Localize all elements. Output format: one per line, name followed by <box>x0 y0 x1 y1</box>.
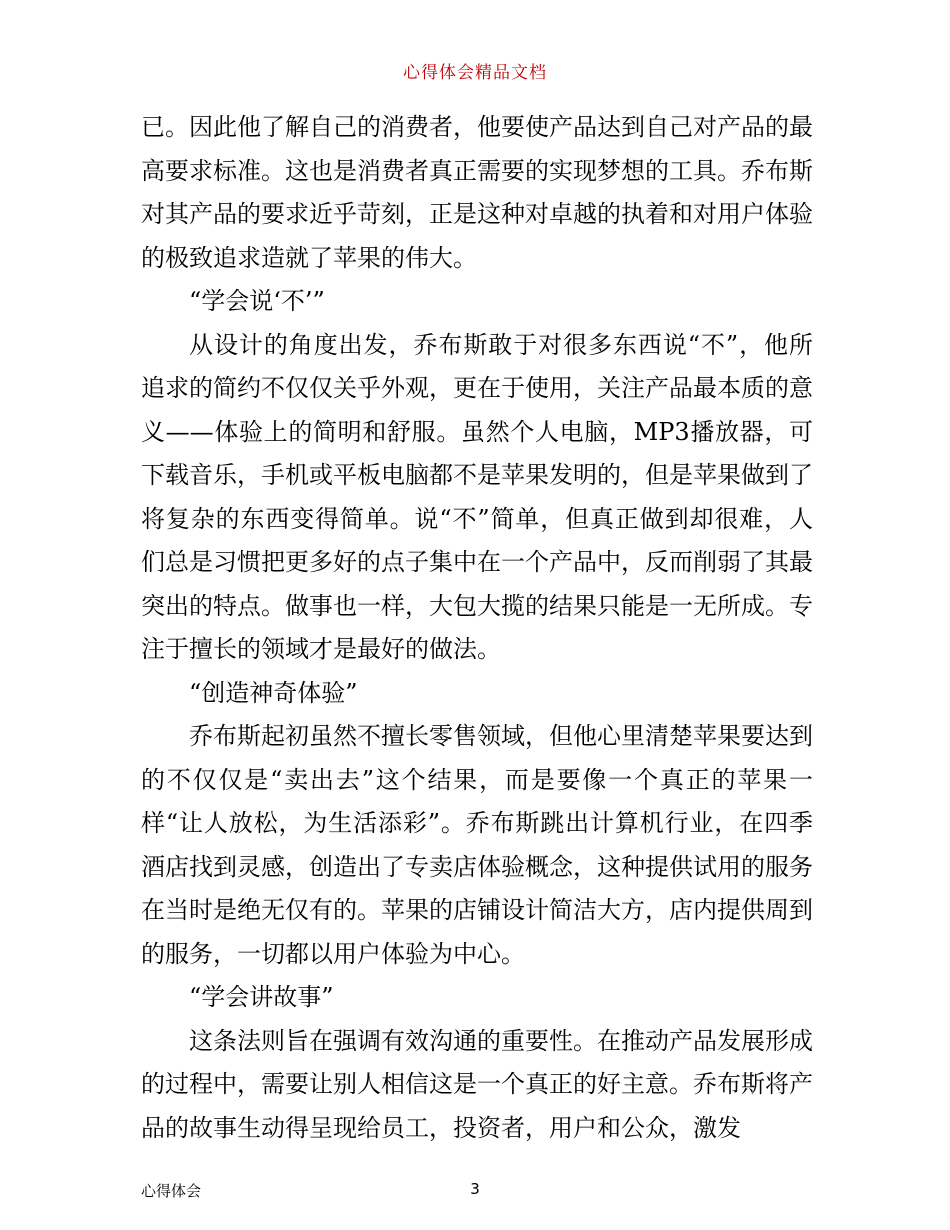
paragraph-experience: 乔布斯起初虽然不擅长零售领域，但他心里清楚苹果要达到的不仅仅是“卖出去”这个结果，而是要像一个真正的苹果一样“让人放松，为生活添彩”。乔布斯跳出计算机行业，在四季酒店找到灵感，创造出了专卖店体验概念，这种提供试用的服务在当时是绝无仅有的。苹果的店铺设计简洁大方，店内提供周到的服务，一切都以用户体验为中心。 <box>141 722 813 968</box>
section-heading-say-no: “学会说‘不’” <box>189 287 325 315</box>
paragraph-say-no: 从设计的角度出发，乔布斯敢于对很多东西说“不”，他所追求的简约不仅仅关乎外观，更在于使用，关注产品最本质的意义——体验上的简明和舒服。虽然个人电脑，MP3播放器，可下载音乐，手机或平板电脑都不是苹果发明的，但是苹果做到了将复杂的东西变得简单。说“不”简单，但真正做到却很难，人们总是习惯把更多好的点子集中在一个产品中，反而削弱了其最突出的特点。做事也一样，大包大揽的结果只能是一无所成。专注于擅长的领域才是最好的做法。 <box>141 330 813 663</box>
section-heading-storytelling: “学会讲故事” <box>189 983 334 1011</box>
paragraph-continuation: 已。因此他了解自己的消费者，他要使产品达到自己对产品的最高要求标准。这也是消费者真正需要的实现梦想的工具。乔布斯对其产品的要求近乎苛刻，正是这种对卓越的执着和对用户体验的极致追求造就了苹果的伟大。 <box>141 113 813 272</box>
paragraph-storytelling: 这条法则旨在强调有效沟通的重要性。在推动产品发展形成的过程中，需要让别人相信这是一个真正的好主意。乔布斯将产品的故事生动得呈现给员工，投资者，用户和公众，激发 <box>141 1026 813 1142</box>
section-heading-experience: “创造神奇体验” <box>189 678 358 707</box>
document-body <box>141 106 813 1150</box>
page-number: 3 <box>470 1180 480 1198</box>
footer-label: 心得体会 <box>141 1182 202 1200</box>
document-header: 心得体会精品文档 <box>403 63 547 83</box>
